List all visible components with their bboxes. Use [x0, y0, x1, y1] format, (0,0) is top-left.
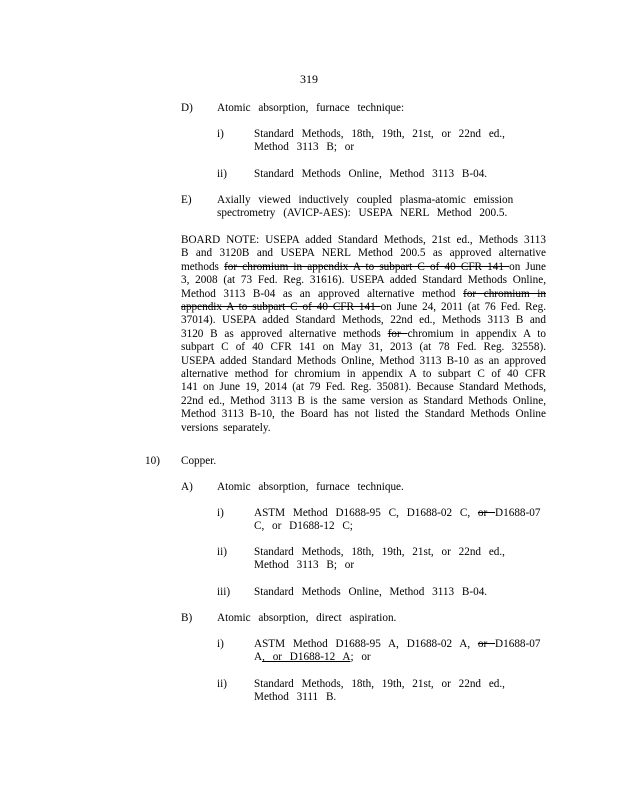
copper-b-i-inserted: , or D1688-12 A	[262, 651, 351, 664]
copper-b-i-part-2: D1688-07 A	[254, 638, 541, 664]
copper-b-label: B)	[181, 612, 193, 624]
board-note-deleted-1: for chromium in appendix A to subpart C of 40 CFR 141	[224, 260, 510, 273]
page-number: 319	[300, 72, 318, 86]
copper-a-i-part-1: ASTM Method D1688-95 C, D1688-02 C,	[254, 507, 478, 519]
board-note-deleted-2: for chromium in appendix A to subpart C of 40 CFR 141	[181, 287, 546, 314]
copper-a-iii-label: iii)	[217, 586, 231, 598]
item-d-text: Atomic absorption, furnace technique:	[217, 102, 405, 114]
copper-a-label: A)	[181, 481, 193, 493]
item-e-label: E)	[181, 194, 192, 206]
copper-b-i-label: i)	[217, 638, 224, 650]
copper-b-i-part-1: ASTM Method D1688-95 A, D1688-02 A,	[254, 638, 478, 650]
board-note-part-1: BOARD NOTE: USEPA added Standard Methods, 21st ed., Methods 3113 B and 3120B and USEPA NERL Method 200.5 as approved alternative methods	[181, 234, 546, 273]
board-note-deleted-3: for	[387, 327, 408, 340]
copper-a-i-label: i)	[217, 507, 224, 519]
item-d-label: D)	[181, 102, 193, 114]
item-d-i-label: i)	[217, 128, 224, 140]
board-note-part-4: chromium in appendix A to subpart C of 40 CFR 141 on May 31, 2013 (at 78 Fed. Reg. 32558). USEPA added Standard Methods Online, Method 3113 B-10 as an approved alternative method for chromium in appendix A to subpart C of 40 CFR 141 on June 19, 2014 (at 79 Fed. Reg. 35081). Because Standard Methods, 22nd ed., Method 3113 B is the same version as Standard Methods Online, Method 3113 B-10, the Board has not listed the Standard Methods Online versions separately.	[181, 327, 547, 434]
copper-b-ii-text: Standard Methods, 18th, 19th, 21st, or 22nd ed., Method 3111 B.	[254, 678, 505, 704]
copper-b-text: Atomic absorption, direct aspiration.	[217, 612, 397, 624]
board-note-part-3: on June 24, 2011 (at 76 Fed. Reg. 37014). USEPA added Standard Methods, 22nd ed., Methods 3113 B and 3120 B as approved alternative methods	[181, 301, 546, 340]
copper-a-iii-text: Standard Methods Online, Method 3113 B-04.	[254, 586, 488, 598]
copper-a-i-deleted: or	[477, 507, 496, 519]
copper-a-i-text	[254, 507, 544, 534]
copper-b-i-deleted: or	[477, 638, 496, 650]
copper-a-ii-text: Standard Methods, 18th, 19th, 21st, or 22nd ed., Method 3113 B; or	[254, 546, 505, 572]
copper-a-ii-label: ii)	[217, 546, 227, 558]
item-d-ii-label: ii)	[217, 168, 227, 180]
copper-a-i-part-2: D1688-07 C, or D1688-12 C;	[254, 507, 541, 533]
copper-a-text: Atomic absorption, furnace technique.	[217, 481, 404, 493]
copper-b-ii-label: ii)	[217, 678, 227, 690]
board-note-part-2: on June 3, 2008 (at 73 Fed. Reg. 31616). USEPA added Standard Methods Online, Method 3113 B-04 as an approved alternative method	[181, 260, 546, 300]
item-10-title: Copper.	[181, 455, 217, 467]
item-10-label: 10)	[145, 455, 160, 467]
copper-b-i-text	[254, 638, 544, 665]
board-note	[181, 234, 546, 435]
item-d-i-text: Standard Methods, 18th, 19th, 21st, or 22nd ed., Method 3113 B; or	[254, 128, 505, 154]
copper-b-i-part-3: ; or	[350, 651, 371, 664]
item-d-ii-text: Standard Methods Online, Method 3113 B-04.	[254, 168, 488, 180]
item-e-text: Axially viewed inductively coupled plasma-atomic emission spectrometry (AVICP-AES): USEPA NERL Method 200.5.	[217, 194, 514, 220]
